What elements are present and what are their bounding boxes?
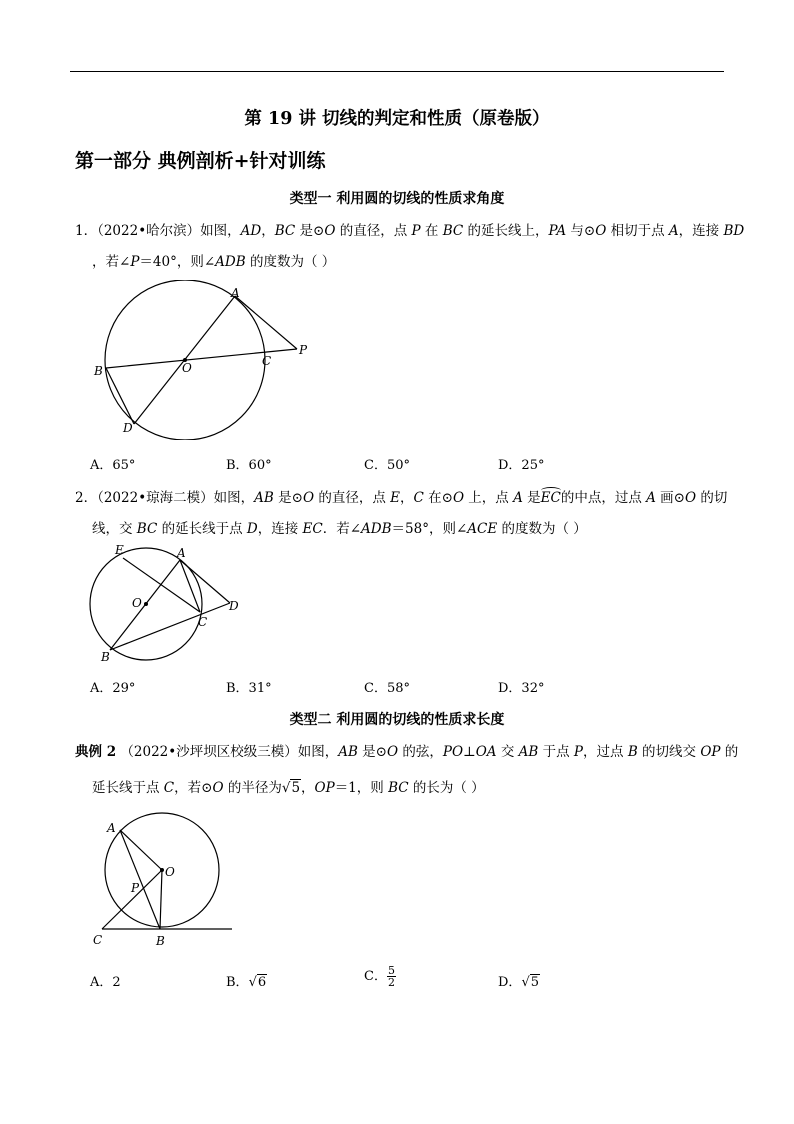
q1-line-bd [106,368,134,424]
ex2-line-oa [120,830,162,870]
ex2-line-ob [160,870,162,929]
ex2-label-p: P [131,881,140,895]
ex2-line2: 延长线于点 C，若⊙O 的半径为√5，OP＝1，则 BC 的长为（ ） [92,780,485,796]
ex2-option-b[interactable]: B．√6 [226,975,267,990]
q2-line1: 2．（2022•琼海二模）如图，AB 是⊙O 的直径，点 E，C 在⊙O 上，点 A 是 EC的中点，过点 A 画⊙O 的切 [75,486,727,506]
ex2-sqrt-radius: √5 [281,780,301,796]
lecture-title: 第 19 讲 切线的判定和性质（原卷版） [244,109,550,129]
q2-label-e: E [115,543,124,557]
q2-line2: 线，交 BC 的延长线于点 D，连接 EC．若∠ADB＝58°，则∠ACE 的度数为（ ） [92,521,587,537]
q2-label-c: C [198,615,208,629]
q1-label-p: P [299,343,308,357]
ex2-option-c[interactable]: C． $\frac{5}{2}$ [364,964,395,989]
ex2-option-c-fraction: $\frac{5}{2}$ [387,964,395,989]
q1-option-c[interactable]: C．50° [364,458,410,473]
ex2-line-oc [102,870,162,929]
ex2-figure [85,810,245,950]
ex2-center-dot [160,868,164,872]
type2-heading: 类型二 利用圆的切线的性质求长度 [289,712,505,728]
ex2-option-d[interactable]: D．√5 [498,975,540,990]
q1-label-d: D [123,421,133,435]
q1-option-a[interactable]: A．65° [90,458,136,473]
ex2-label-b: B [156,934,165,948]
q1-line1: 1．（2022•哈尔滨）如图，AD，BC 是⊙O 的直径，点 P 在 BC 的延长线上，PA 与⊙O 相切于点 A，连接 BD [75,223,745,239]
q2-line-ac [180,560,200,612]
q1-figure [85,280,325,440]
q1-label-a: A [231,286,240,300]
ex2-label-a: A [107,821,116,835]
q2-center-dot [144,602,148,606]
part-heading: 第一部分 典例剖析+针对训练 [75,150,326,172]
q1-label-o: O [182,361,192,375]
q1-line-pa [235,296,297,349]
ex2-label-o: O [165,865,175,879]
q1-option-b[interactable]: B．60° [226,458,272,473]
q2-label-o: O [132,596,142,610]
q1-line2: ，若∠P＝40°，则∠ADB 的度数为（ ） [92,254,336,270]
ex2-label-c: C [93,933,103,947]
q2-option-b[interactable]: B．31° [226,681,272,696]
q2-label-b: B [101,650,110,664]
q2-figure [80,540,250,665]
q2-label-a: A [177,546,186,560]
q1-label-c: C [262,354,272,368]
ex2-line1: 典例 2 （2022•沙坪坝区校级三模）如图，AB 是⊙O 的弦，PO⊥OA 交 AB 于点 P，过点 B 的切线交 OP 的 [75,744,739,760]
q2-option-a[interactable]: A．29° [90,681,136,696]
q1-label-b: B [94,364,103,378]
q1-option-d[interactable]: D．25° [498,458,545,473]
q2-option-d[interactable]: D．32° [498,681,545,696]
ex2-option-a[interactable]: A．2 [90,975,121,990]
q2-line-ad [180,560,230,603]
type1-heading: 类型一 利用圆的切线的性质求角度 [289,191,505,207]
q2-label-d: D [229,599,239,613]
header-rule [70,71,724,72]
q2-option-c[interactable]: C．58° [364,681,410,696]
